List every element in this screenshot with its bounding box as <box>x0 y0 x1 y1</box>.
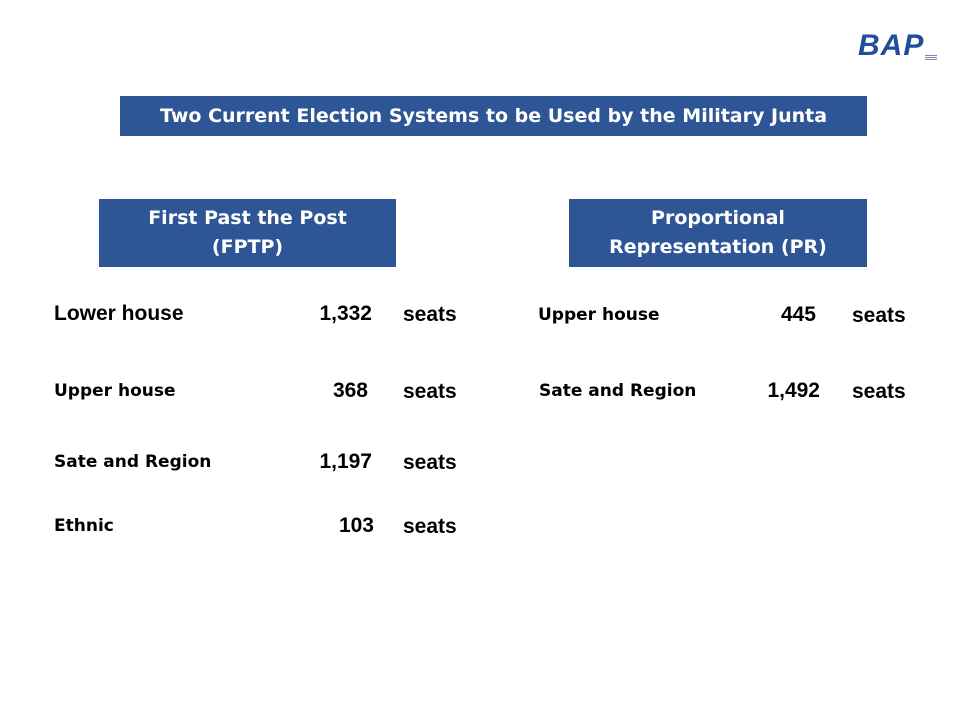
logo-text: BAP <box>858 29 925 62</box>
fptp-row-state-region-value: 1,197 <box>319 450 372 473</box>
logo-mark-icon <box>925 55 937 60</box>
fptp-row-ethnic-unit: seats <box>403 515 457 538</box>
bap-logo <box>858 30 937 62</box>
fptp-row-upper-house-unit: seats <box>403 380 457 403</box>
pr-row-state-region-value: 1,492 <box>767 379 820 402</box>
fptp-row-ethnic-label: Ethnic <box>54 516 114 536</box>
fptp-row-state-region-label: Sate and Region <box>54 452 212 472</box>
fptp-row-state-region-unit: seats <box>403 451 457 474</box>
pr-heading <box>569 199 867 267</box>
fptp-row-upper-house-label: Upper house <box>54 381 176 401</box>
fptp-heading-line2: (FPTP) <box>211 236 284 258</box>
fptp-row-ethnic-value: 103 <box>338 514 374 537</box>
pr-row-state-region-unit: seats <box>852 380 906 403</box>
pr-row-upper-house-value: 445 <box>780 303 816 326</box>
fptp-row-lower-house-value: 1,332 <box>319 302 372 325</box>
pr-heading-line1: Proportional <box>651 207 785 229</box>
fptp-row-lower-house-unit: seats <box>403 303 457 326</box>
slide-title: Two Current Election Systems to be Used by the Military Junta <box>120 96 867 136</box>
pr-row-upper-house-label: Upper house <box>538 305 660 325</box>
fptp-row-lower-house-label: Lower house <box>54 302 184 325</box>
pr-row-upper-house-unit: seats <box>852 304 906 327</box>
fptp-heading-line1: First Past the Post <box>148 207 347 229</box>
fptp-heading <box>99 199 396 267</box>
pr-row-state-region-label: Sate and Region <box>539 381 697 401</box>
pr-heading-line2: Representation (PR) <box>609 236 827 258</box>
fptp-row-upper-house-value: 368 <box>332 379 368 402</box>
